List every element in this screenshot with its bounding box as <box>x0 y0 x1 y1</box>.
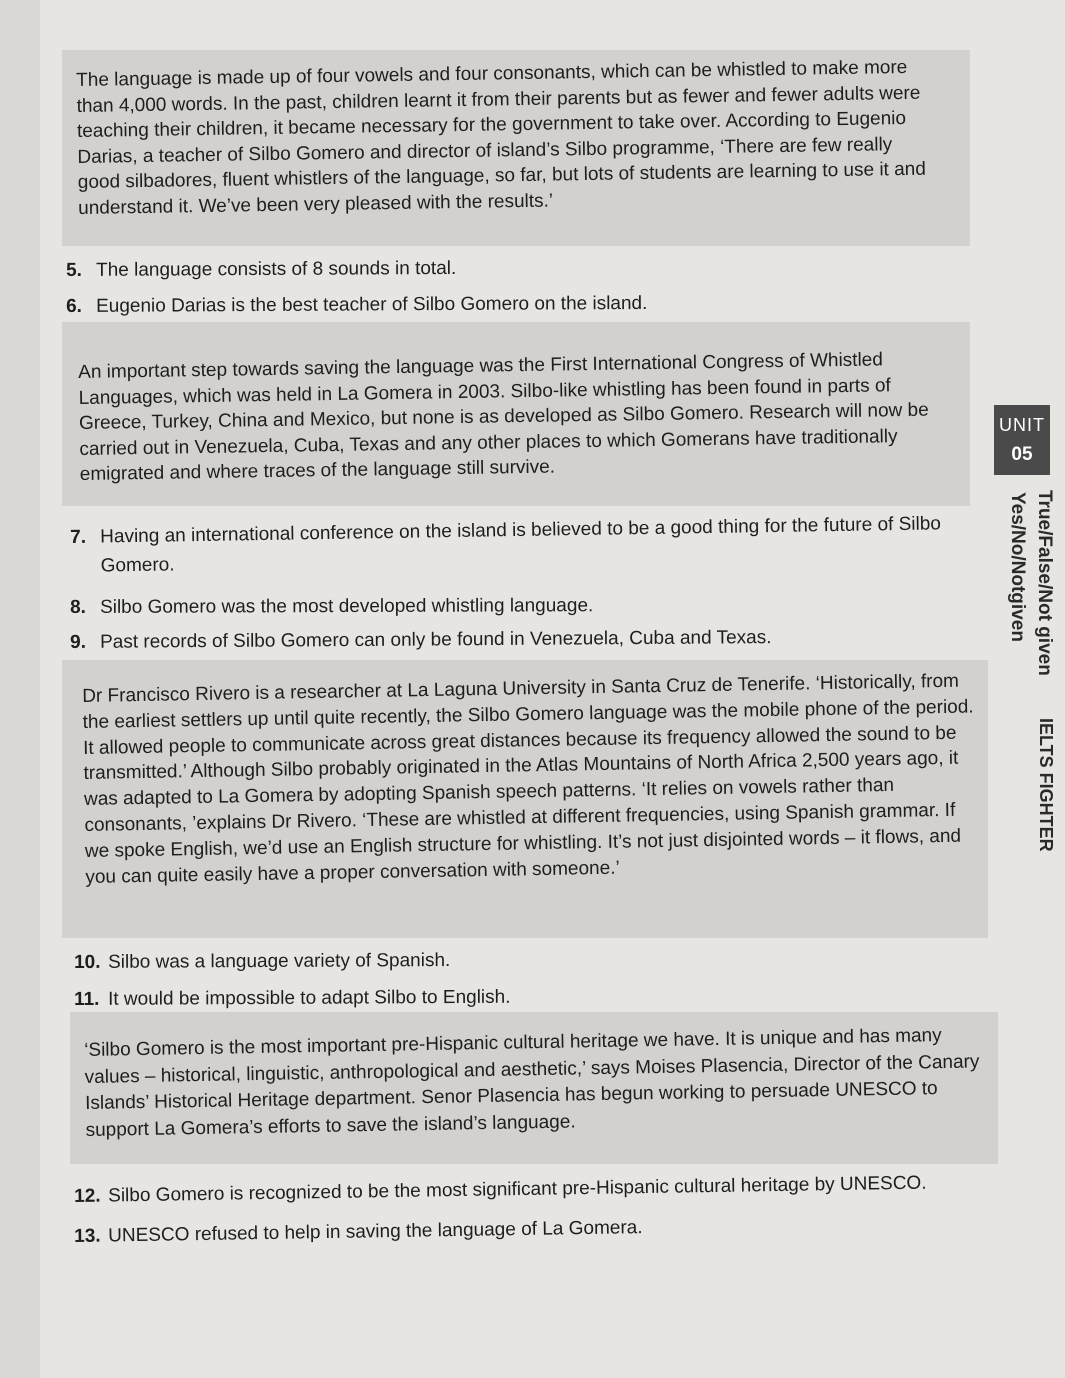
question-number: 13. <box>74 1225 101 1247</box>
passage-paragraph: ‘Silbo Gomero is the most important pre-Hispanic cultural heritage we have. It is unique and has many values – historical, linguistic, anthropological and aesthetic,’ says Moises Plasencia, Director of the Canary Islands’ Historical Heritage department. Senor Plasencia has begun working to persuade UNESCO to support La Gomera’s efforts to save the island’s language. <box>84 1025 980 1141</box>
question-number: 7. <box>70 526 87 548</box>
question-text: Silbo Gomero is recognized to be the most significant pre-Hispanic cultural heritage by UNESCO. <box>108 1172 927 1207</box>
question-text: Silbo was a language variety of Spanish. <box>108 950 451 973</box>
unit-badge <box>994 405 1050 475</box>
question-text: Having an international conference on the island is believed to be a good thing for the future of Silbo <box>100 513 942 548</box>
question-item <box>74 945 954 975</box>
question-item <box>70 592 950 620</box>
question-text: Eugenio Darias is the best teacher of Silbo Gomero on the island. <box>96 292 648 317</box>
passage-paragraph: An important step towards saving the language was the First International Congress of Whistled Languages, which was held in La Gomera in 2003. Silbo-like whistling has been found in parts of Greece, Turkey, China and Mexico, but none is as developed as Silbo Gomero. Research will now be carried out in Venezuela, Cuba, Texas and any other places to which Gomerans have traditionally emigrated and where traces of the language still survive. <box>78 349 929 485</box>
question-item <box>66 253 946 283</box>
passage-paragraph: The language is made up of four vowels and four consonants, which can be whistled to make more than 4,000 words. In the past, children learnt it from their parents but as fewer and fewer adults were teaching their children, it became necessary for the government to take over. According to Eugenio Darias, a teacher of Silbo Gomero and director of island’s Silbo programme, ‘There are few really good silbadores, fluent whistlers of the language, so far, but lots of students are learning to use it and understand it. We’ve been very pleased with the results.’ <box>76 56 927 219</box>
question-text: Past records of Silbo Gomero can only be found in Venezuela, Cuba and Texas. <box>100 627 772 653</box>
question-number: 9. <box>70 631 87 653</box>
question-text: It would be impossible to adapt Silbo to English. <box>108 986 511 1010</box>
passage-paragraph: Dr Francisco Rivero is a researcher at La Laguna University in Santa Cruz de Tenerife. ‘Historically, from the earliest settlers up until quite recently, the Silbo Gomero language was the mobile phone of the period. It allowed people to communicate across great distances because its frequency allowed the sound to be transmitted.’ Although Silbo probably originated in the Atlas Mountains of North Africa 2,500 years ago, it was adapted to La Gomera by adopting Spanish speech patterns. ‘It relies on vowels rather than consonants, ’explains Dr Rivero. ‘These are whistled at different frequencies, using Spanish grammar. If we spoke English, we’d use an English structure for whistling. It’s not just disjointed words – it flows, and you can quite easily have a proper conversation with someone.’ <box>82 670 974 888</box>
question-item <box>74 982 954 1012</box>
question-number: 8. <box>70 596 86 618</box>
section-title-yes-no: Yes/No/Notgiven <box>1007 492 1028 642</box>
question-text-continuation: Gomero. <box>100 554 175 577</box>
unit-label: UNIT <box>999 415 1045 435</box>
section-title-true-false: True/False/Not given <box>1034 490 1055 676</box>
question-number: 6. <box>66 295 82 317</box>
question-number: 5. <box>66 259 82 281</box>
brand-label: IELTS FIGHTER <box>1036 718 1056 852</box>
question-number: 10. <box>74 951 101 973</box>
question-item <box>66 289 946 319</box>
question-text: UNESCO refused to help in saving the language of La Gomera. <box>108 1217 643 1247</box>
question-number: 12. <box>74 1185 101 1207</box>
question-text: The language consists of 8 sounds in total. <box>96 257 457 281</box>
question-number: 11. <box>74 988 100 1010</box>
question-text: Silbo Gomero was the most developed whistling language. <box>100 595 594 618</box>
unit-number: 05 <box>1011 444 1033 465</box>
